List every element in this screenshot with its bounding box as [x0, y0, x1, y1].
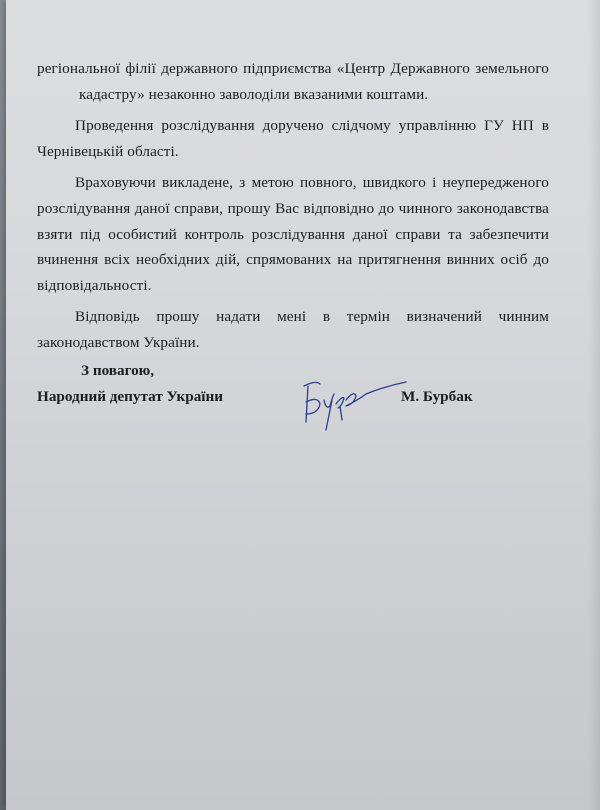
signer-title: Народний депутат України: [37, 388, 224, 405]
paragraph-3-line-1: Враховуючи викладене, з метою повного, швидкого і неупередженого: [75, 174, 549, 192]
handwritten-signature: [296, 370, 416, 436]
paragraph-3-line-4: вчинення всіх необхідних дій, спрямованих на притягнення винних осіб до: [37, 251, 549, 269]
paragraph-3-line-2: розслідування даної справи, прошу Вас відповідно до чинного законодавства: [37, 199, 549, 217]
letter-body: [37, 56, 549, 356]
paragraph-4-line-2: законодавством України.: [37, 333, 200, 351]
paragraph-1-line-2: кадастру» незаконно заволоділи вказаними коштами.: [79, 85, 429, 103]
paragraph-3-line-5: відповідальності.: [37, 276, 152, 294]
paragraph-3-line-3: взяти під особистий контроль розслідування даної справи та забезпечити: [37, 225, 549, 243]
paragraph-2-line-1: Проведення розслідування доручено слідчому управлінню ГУ НП в: [75, 117, 549, 135]
closing-salutation: З повагою,: [81, 362, 155, 379]
paragraph-4-line-1: Відповідь прошу надати мені в термін визначений чинним: [75, 308, 549, 326]
signer-name: М. Бурбак: [401, 388, 473, 405]
paragraph-1-line-1: регіональної філії державного підприємства «Центр Державного земельного: [37, 60, 549, 77]
page-edge-shadow: [588, 0, 600, 810]
paragraph-2-line-2: Чернівецькій області.: [37, 142, 179, 160]
letter-page: [6, 0, 600, 810]
